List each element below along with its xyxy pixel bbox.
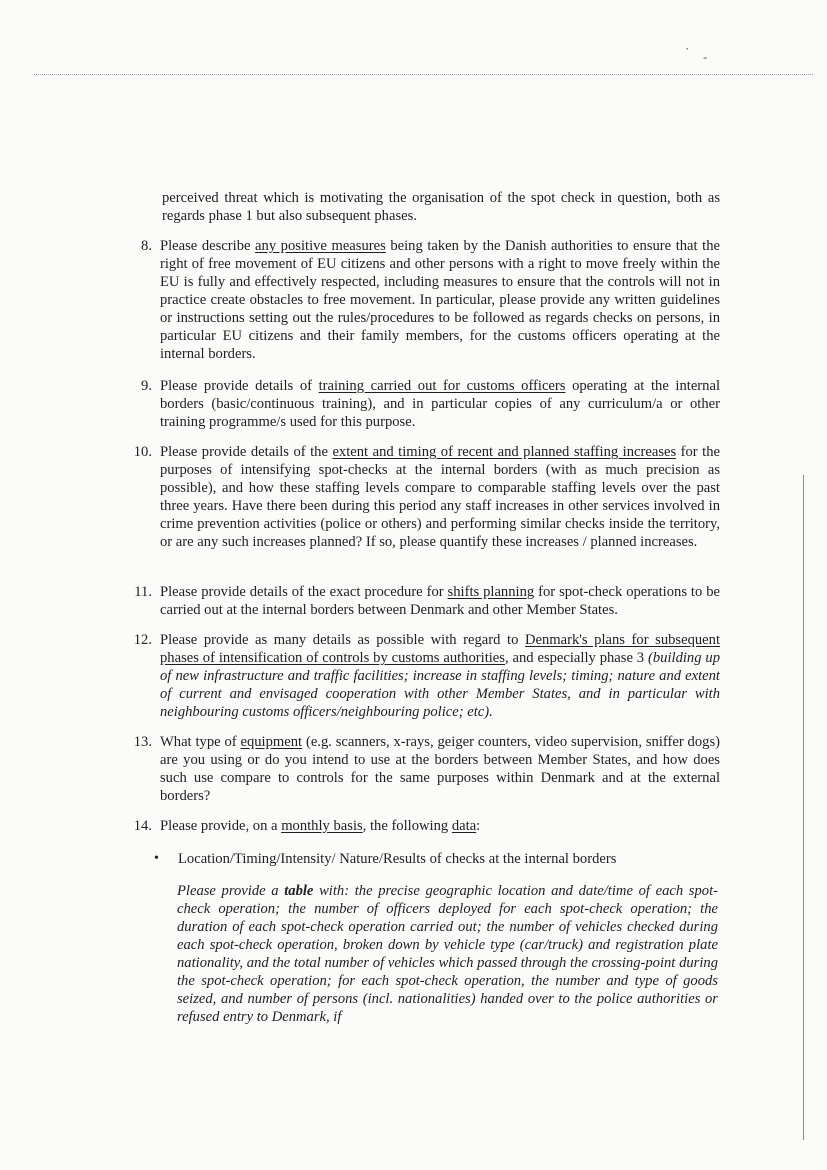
question-12-highlight: Denmark's plans for subsequent phases of intensification of controls by customs authorities: [160, 632, 720, 666]
item-number: 8.: [141, 238, 152, 254]
question-14-highlight-monthly: monthly basis: [281, 818, 363, 834]
question-12-italic: (building up of new infrastructure and traffic facilities; increase in staffing levels; timing; nature and extent of current and envisaged cooperation with other Member States, and in particular with neighbouring customs officers/neighbouring police; etc).: [160, 650, 720, 720]
item-number: 11.: [134, 584, 152, 600]
scan-speck: ·: [685, 41, 690, 56]
bullet-point: •: [154, 851, 159, 866]
question-12: Please provide as many details as possible with regard to Denmark's plans for subsequent phases of intensification of controls by customs authorities, and especially phase 3 (building up of new infrastructure and traffic facilities; increase in staffing levels; timing; nature and extent of current and envisaged cooperation with other Member States, and in particular with neighbouring customs officers/neighbouring police; etc).: [160, 632, 720, 720]
scan-border-line: [34, 74, 813, 75]
bullet-text: Location/Timing/Intensity/ Nature/Results of checks at the internal borders: [178, 851, 617, 867]
item-number: 14.: [133, 818, 152, 834]
question-9: Please provide details of training carried out for customs officers operating at the internal borders (basic/continuous training), and in particular copies of any curriculum/a or other training programme/s used for this purpose.: [160, 378, 720, 430]
question-8-highlight: any positive measures: [255, 238, 386, 254]
question-13-highlight: equipment: [240, 734, 303, 750]
table-request-paragraph: Please provide a table with: the precise geographic location and date/time of each spot-check operation; the number of officers deployed for each spot-check operation; the duration of each spot-check operation carried out; the number of vehicles checked during each spot-check operation, broken down by vehicle type (car/truck) and registration plate nationality, and the total number of vehicles which passed through the crossing-point during the spot-check operation; for each spot-check operation, the number and type of goods seized, and number of persons (incl. nationalities) handed over to the police authorities or refused entry to Denmark, if: [177, 883, 718, 1025]
item-number: 9.: [141, 378, 152, 394]
question-10-highlight: extent and timing of recent and planned staffing increases: [332, 444, 677, 460]
item-number: 10.: [133, 444, 152, 460]
question-14: Please provide, on a monthly basis, the following data:: [160, 818, 481, 834]
scan-speck: -: [703, 49, 708, 64]
intro-paragraph: perceived threat which is motivating the organisation of the spot check in question, both as regards phase 1 but also subsequent phases.: [162, 190, 720, 224]
question-11: Please provide details of the exact procedure for shifts planning for spot-check operations to be carried out at the internal borders between Denmark and other Member States.: [160, 584, 720, 618]
scan-edge-line: [803, 475, 804, 1140]
table-keyword: table: [284, 883, 314, 899]
question-9-highlight: training carried out for customs officers: [318, 378, 566, 394]
question-10: Please provide details of the extent and timing of recent and planned staffing increases for the purposes of intensifying spot-checks at the internal borders (with as much precision as possible), and how these staffing levels compare to comparable staffing levels over the past three years. Have there been during this period any staff increases in other services involved in crime prevention activities (police or others) and performing similar checks inside the territory, or are any such increases planned? If so, please quantify these increases / planned increases.: [160, 444, 721, 550]
question-8: Please describe any positive measures being taken by the Danish authorities to ensure that the right of free movement of EU citizens and other persons with a right to move freely within the EU is fully and effectively respected, including measures to ensure that the controls will not in practice create obstacles to free movement. In particular, please provide any written guidelines or instructions setting out the rules/procedures to be followed as regards checks on persons, in particular EU citizens and their family members, for the customs officers operating at the internal borders.: [160, 238, 720, 362]
question-13: What type of equipment (e.g. scanners, x-rays, geiger counters, video supervision, sniffer dogs) are you using or do you intend to use at the borders between Member States, and how does such use compare to controls for the same purposes within Denmark and at the external borders?: [160, 734, 720, 804]
question-14-highlight-data: data: [451, 818, 477, 834]
question-11-highlight: shifts planning: [447, 584, 535, 600]
item-number: 13.: [133, 734, 152, 750]
item-number: 12.: [133, 632, 152, 648]
